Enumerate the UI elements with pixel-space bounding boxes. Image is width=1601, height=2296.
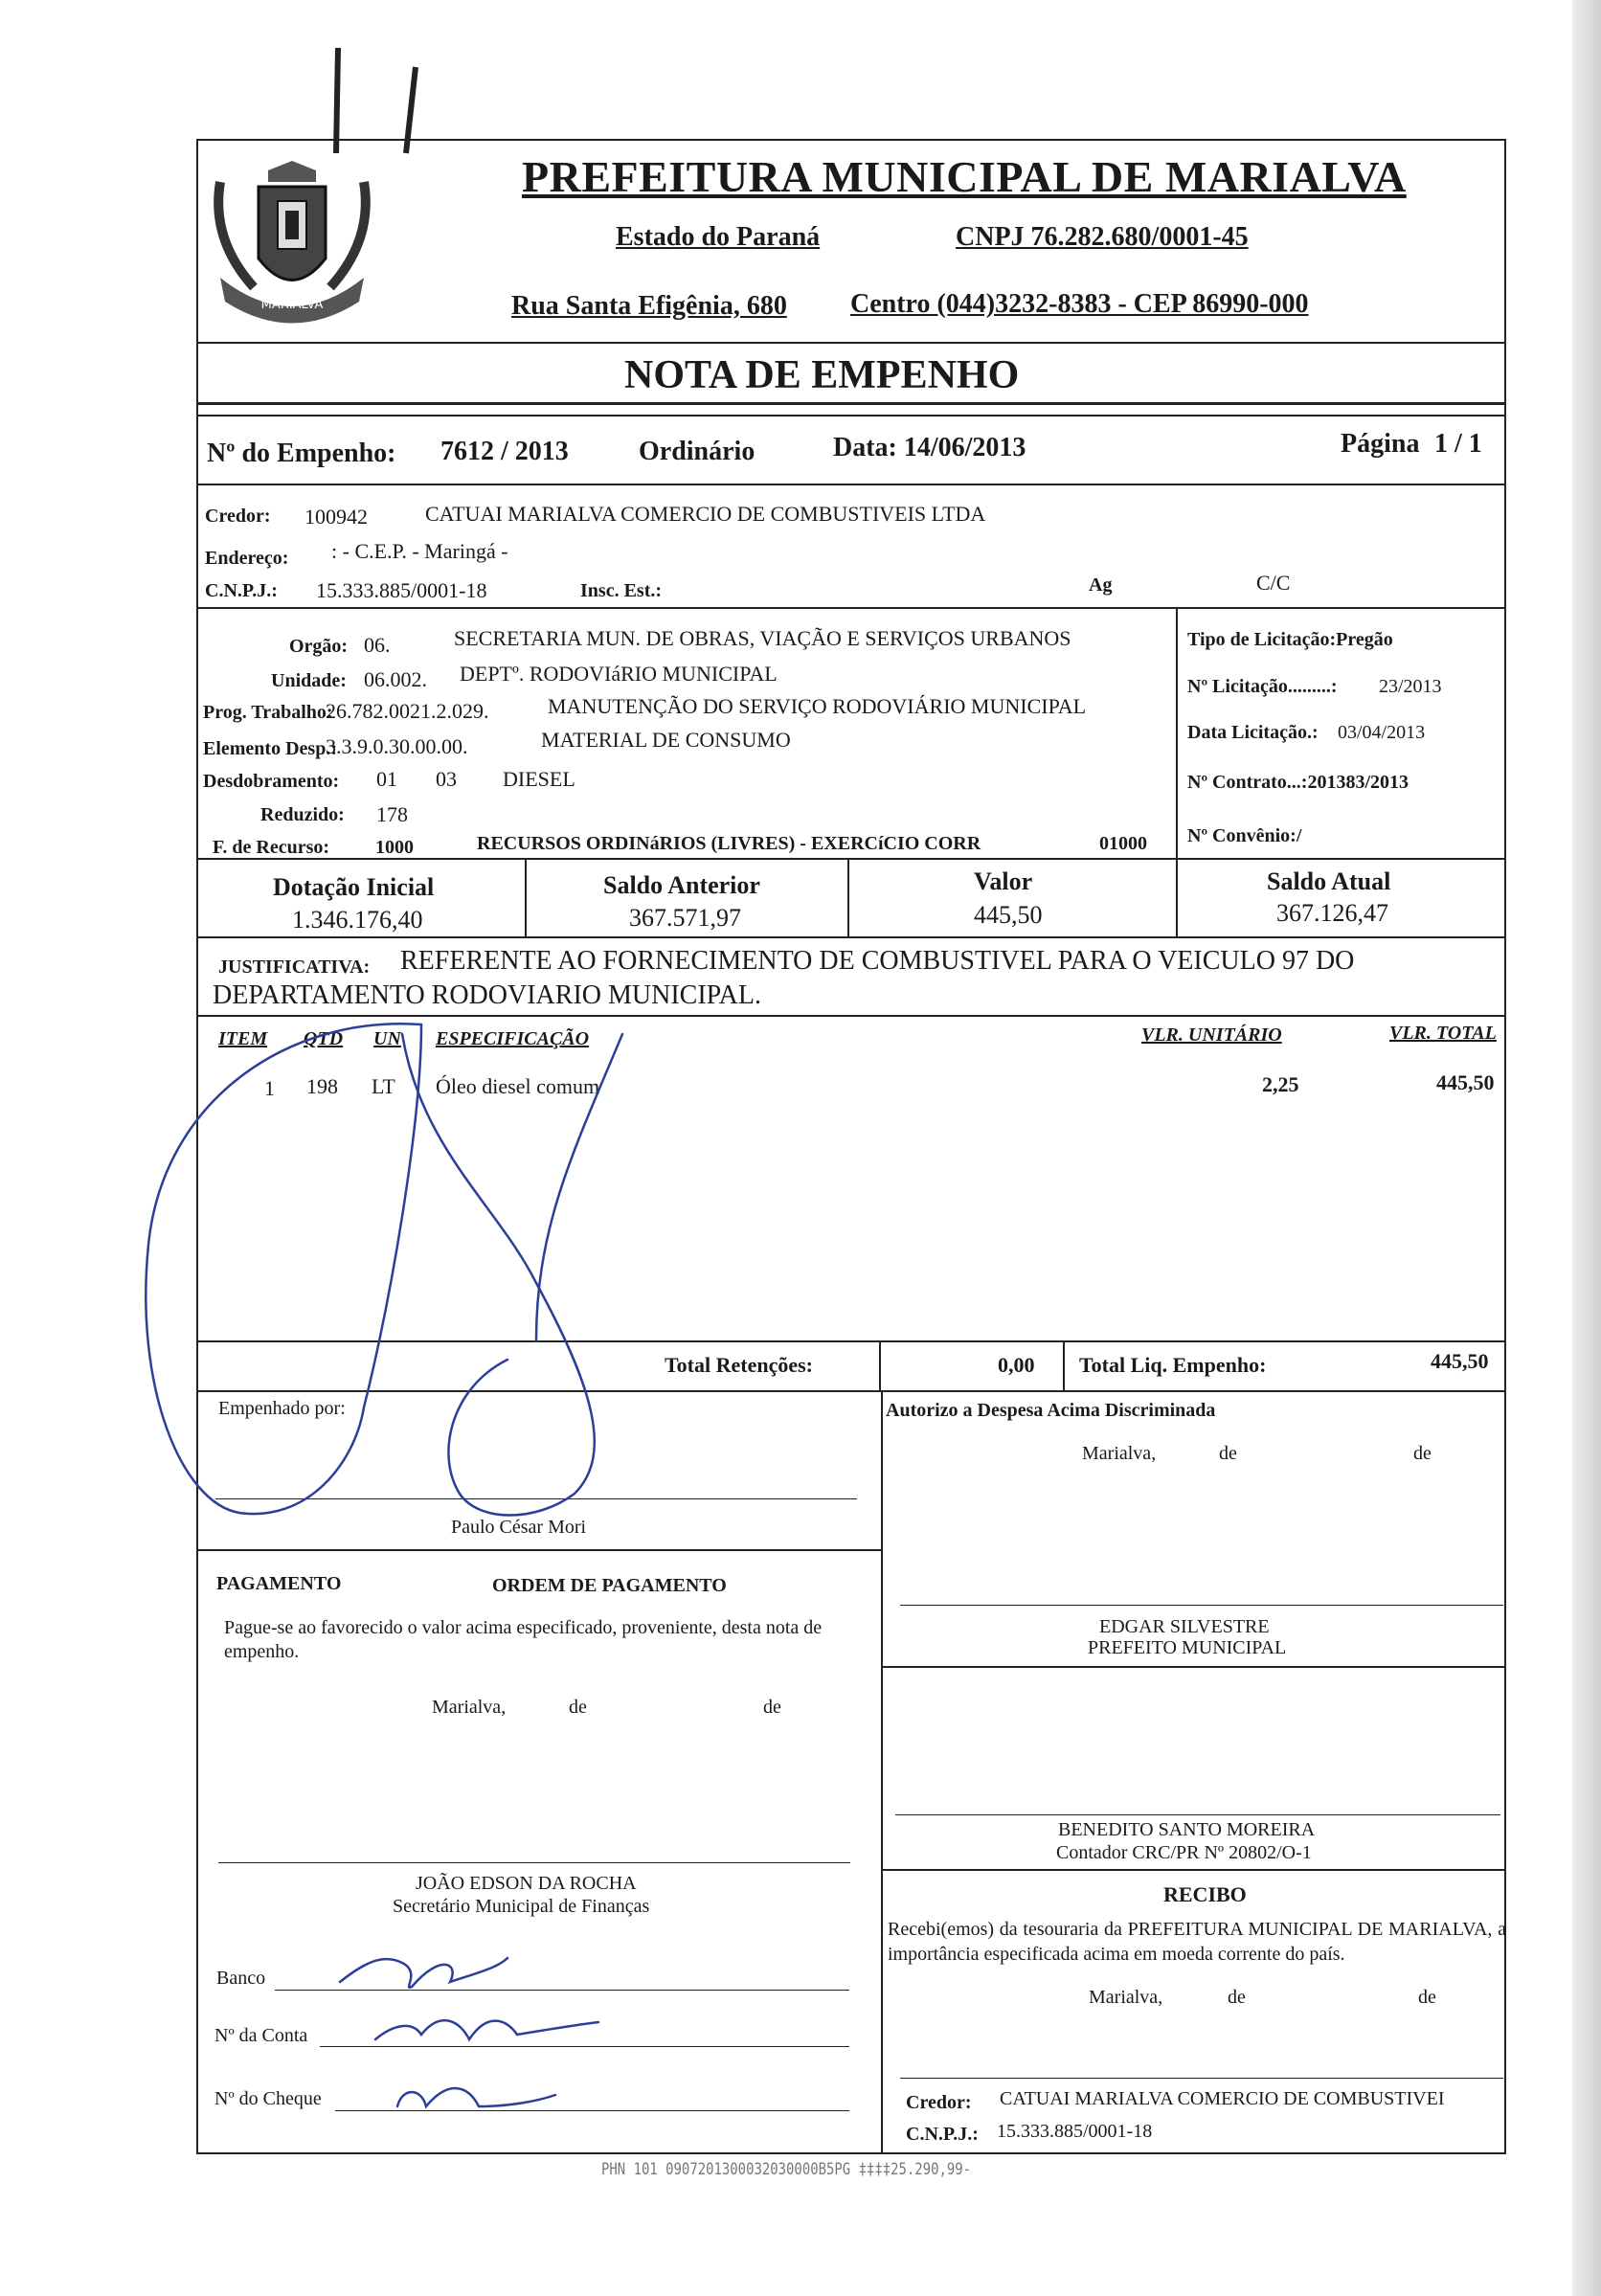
- orgao-code: 06.: [364, 633, 391, 657]
- credor-name: CATUAI MARIALVA COMERCIO DE COMBUSTIVEIS LTDA: [425, 502, 986, 526]
- contrato-value: Nº Contrato...:201383/2013: [1187, 772, 1409, 793]
- banco-label: Banco: [216, 1968, 266, 1989]
- autorizo-de2: de: [1413, 1443, 1432, 1464]
- licitacao-data-label: Data Licitação.:: [1187, 722, 1319, 743]
- empenhado-label: Empenhado por:: [218, 1398, 346, 1419]
- empenho-type: Ordinário: [639, 437, 755, 466]
- ag-label: Ag: [1089, 574, 1113, 596]
- desdob-a: 01: [376, 767, 397, 791]
- secretario-name: JOÃO EDSON DA ROCHA: [416, 1873, 637, 1894]
- pagamento-city: Marialva,: [432, 1697, 507, 1718]
- secretario-role: Secretário Municipal de Finanças: [393, 1896, 650, 1917]
- banco-signature: [340, 1958, 507, 1988]
- recibo-title: RECIBO: [1163, 1882, 1247, 1906]
- autorizo-city: Marialva,: [1082, 1443, 1157, 1464]
- saldo-anterior-label: Saldo Anterior: [603, 871, 760, 899]
- valor-label: Valor: [974, 867, 1033, 895]
- address-label: Rua Santa Efigênia, 680: [511, 291, 787, 321]
- elemento-label: Elemento Desp.:: [203, 738, 337, 759]
- endereco-value: : - C.E.P. - Maringá -: [331, 539, 508, 563]
- signature-stroke-diag: [536, 1034, 622, 1340]
- saldo-anterior-value: 367.571,97: [629, 904, 741, 932]
- credor-label: Credor:: [205, 506, 271, 527]
- signature-curve-inner: [402, 1034, 595, 1516]
- signature-loop-large: [146, 1024, 421, 1514]
- recibo-city: Marialva,: [1089, 1987, 1163, 2008]
- autorizo-label: Autorizo a Despesa Acima Discriminada: [886, 1400, 1216, 1421]
- recibo-credor-label: Credor:: [906, 2092, 972, 2113]
- cheque-label: Nº do Cheque: [214, 2088, 322, 2109]
- cc-label: C/C: [1256, 571, 1291, 595]
- col-header-total: VLR. TOTAL: [1389, 1023, 1497, 1044]
- empenho-date: Data: 14/06/2013: [833, 433, 1026, 462]
- ink-mark-left: [336, 48, 338, 153]
- recibo-credor: CATUAI MARIALVA COMERCIO DE COMBUSTIVEI: [1000, 2088, 1445, 2109]
- elemento-name: MATERIAL DE CONSUMO: [541, 728, 791, 752]
- insc-est-label: Insc. Est.:: [580, 580, 663, 601]
- recibo-cnpj-label: C.N.P.J.:: [906, 2124, 979, 2145]
- orgao-label: Orgão:: [289, 636, 349, 657]
- reduzido-value: 178: [376, 802, 408, 826]
- cheque-signature: [397, 2088, 555, 2106]
- ordem-pagamento-label: ORDEM DE PAGAMENTO: [492, 1575, 727, 1596]
- dotacao-value: 1.346.176,40: [292, 906, 423, 934]
- empenhado-signer: Paulo César Mori: [451, 1517, 587, 1538]
- recibo-de1: de: [1228, 1987, 1246, 2008]
- liq-label: Total Liq. Empenho:: [1079, 1353, 1267, 1377]
- prefeito-name: EDGAR SILVESTRE: [1099, 1616, 1270, 1637]
- empenho-number: 7612 / 2013: [440, 437, 569, 466]
- saldo-atual-label: Saldo Atual: [1267, 867, 1391, 895]
- retencoes-value: 0,00: [998, 1353, 1035, 1377]
- contador-name: BENEDITO SANTO MOREIRA: [1058, 1819, 1316, 1840]
- col-header-espec: ESPECIFICAÇÃO: [436, 1028, 590, 1049]
- endereco-label: Endereço:: [205, 548, 289, 569]
- col-header-unit: VLR. UNITÁRIO: [1141, 1024, 1282, 1046]
- licitacao-data: 03/04/2013: [1338, 722, 1426, 743]
- total-cell: 445,50: [1436, 1070, 1495, 1094]
- cnpj-label: CNPJ 76.282.680/0001-45: [956, 222, 1249, 252]
- recurso-label: F. de Recurso:: [213, 837, 330, 858]
- prog-name: MANUTENÇÃO DO SERVIÇO RODOVIÁRIO MUNICIPAL: [548, 694, 1087, 718]
- qtd-cell: 198: [306, 1074, 338, 1098]
- state-label: Estado do Paraná: [616, 222, 821, 252]
- liq-value: 445,50: [1431, 1349, 1489, 1373]
- col-header-qtd: QTD: [304, 1028, 344, 1049]
- licitacao-numero-label: Nº Licitação.........:: [1187, 676, 1338, 697]
- pagamento-de2: de: [763, 1697, 781, 1718]
- conta-label: Nº da Conta: [214, 2025, 308, 2046]
- recibo-de2: de: [1418, 1987, 1436, 2008]
- page-title: PREFEITURA MUNICIPAL DE MARIALVA: [522, 152, 1407, 201]
- reduzido-label: Reduzido:: [260, 804, 345, 825]
- unit-cell: 2,25: [1262, 1072, 1299, 1096]
- justificativa-text: REFERENTE AO FORNECIMENTO DE COMBUSTIVEL PARA O VEICULO 97 DO DEPARTAMENTO RODOVIARIO MUNICIPAL.: [213, 946, 1355, 1010]
- empenho-number-label: Nº do Empenho:: [207, 439, 396, 468]
- dotacao-label: Dotação Inicial: [273, 873, 435, 901]
- convenio-value: Nº Convênio:/: [1187, 825, 1302, 846]
- credor-code: 100942: [304, 505, 368, 529]
- licitacao-numero: 23/2013: [1379, 676, 1442, 697]
- justificativa-label: JUSTIFICATIVA:: [218, 957, 371, 978]
- col-header-un: UN: [373, 1028, 401, 1049]
- recurso-num: 01000: [1099, 833, 1147, 854]
- espec-cell: Óleo diesel comum: [436, 1074, 600, 1098]
- contador-role: Contador CRC/PR Nº 20802/O-1: [1056, 1842, 1312, 1863]
- prog-code: 26.782.0021.2.029.: [326, 699, 489, 723]
- recurso-name: RECURSOS ORDINáRIOS (LIVRES) - EXERCíCIO CORR: [477, 833, 981, 854]
- district-phone-label: Centro (044)3232-8383 - CEP 86990-000: [850, 289, 1309, 319]
- retencoes-label: Total Retenções:: [665, 1353, 813, 1377]
- conta-signature: [375, 2020, 598, 2039]
- pagamento-label: PAGAMENTO: [216, 1573, 342, 1594]
- recurso-code: 1000: [375, 837, 414, 858]
- ink-mark-right: [406, 67, 416, 153]
- unidade-name: DEPTº. RODOVIáRIO MUNICIPAL: [460, 662, 778, 686]
- doc-type-heading: NOTA DE EMPENHO: [624, 353, 1020, 397]
- item-cell: 1: [264, 1076, 275, 1100]
- saldo-atual-value: 367.126,47: [1276, 899, 1388, 927]
- footer-code: PHN 101 0907201300032030000B5PG ‡‡‡‡25.290,99-: [601, 2160, 972, 2179]
- recibo-text: Recebi(emos) da tesouraria da PREFEITURA MUNICIPAL DE MARIALVA, a importância especificada acima em moeda corrente do país.: [888, 1919, 1506, 1965]
- autorizo-de1: de: [1219, 1443, 1237, 1464]
- desdob-label: Desdobramento:: [203, 771, 340, 792]
- orgao-name: SECRETARIA MUN. DE OBRAS, VIAÇÃO E SERVIÇOS URBANOS: [454, 626, 1071, 650]
- pagamento-de1: de: [569, 1697, 587, 1718]
- unidade-code: 06.002.: [364, 667, 427, 691]
- unidade-label: Unidade:: [271, 670, 347, 691]
- page-label: Página: [1341, 429, 1420, 459]
- prefeito-role: PREFEITO MUNICIPAL: [1088, 1637, 1287, 1658]
- col-header-item: ITEM: [218, 1028, 268, 1049]
- desdob-b: 03: [436, 767, 457, 791]
- elemento-code: 3.3.9.0.30.00.00.: [326, 734, 468, 758]
- scan-right-edge: [1572, 0, 1601, 2296]
- cnpj-credor-label: C.N.P.J.:: [205, 580, 278, 601]
- desdob-name: DIESEL: [503, 767, 575, 791]
- prog-label: Prog. Trabalho:: [203, 702, 333, 723]
- cnpj-credor-value: 15.333.885/0001-18: [316, 578, 487, 602]
- svg-text:MARIALVA: MARIALVA: [260, 298, 324, 312]
- valor-value: 445,50: [974, 901, 1043, 929]
- page-number: 1 / 1: [1434, 429, 1482, 459]
- licitacao-tipo: Tipo de Licitação:Pregão: [1187, 629, 1393, 650]
- pagamento-text: Pague-se ao favorecido o valor acima especificado, proveniente, desta nota de empenho.: [224, 1617, 823, 1662]
- recibo-cnpj: 15.333.885/0001-18: [997, 2121, 1153, 2142]
- un-cell: LT: [372, 1074, 395, 1098]
